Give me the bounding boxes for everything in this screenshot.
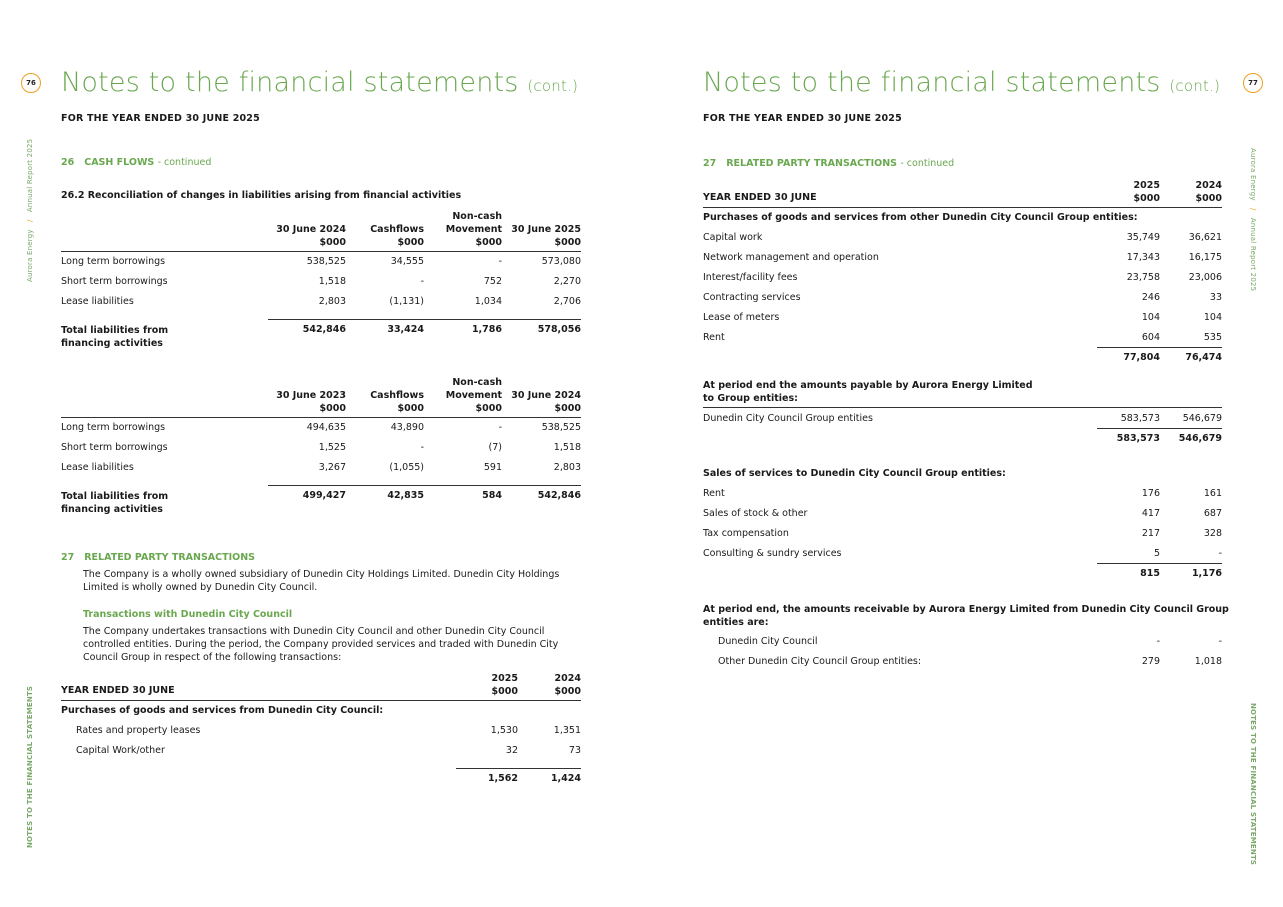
- col-header: Non-cash Movement $000: [445, 377, 502, 414]
- year-label: YEAR ENDED 30 JUNE: [61, 685, 175, 696]
- section-26-heading: 26 CASH FLOWS - continued: [61, 157, 212, 168]
- sales-label: Sales of services to Dunedin City Council Group entities:: [703, 468, 1006, 479]
- page-title-left: Notes to the financial statements (cont.): [61, 67, 579, 98]
- col-header: 2024 $000: [1195, 180, 1222, 204]
- page-subtitle-left: FOR THE YEAR ENDED 30 JUNE 2025: [61, 113, 260, 124]
- group-label: Purchases of goods and services from Dunedin City Council:: [61, 705, 384, 716]
- receivable-label: At period end, the amounts receivable by Aurora Energy Limited from Dunedin City Council Group entities are:: [703, 604, 1229, 628]
- col-header: 2024 $000: [554, 673, 581, 697]
- col-header: 2025 $000: [1133, 180, 1160, 204]
- subsection-26-2-heading: 26.2 Reconciliation of changes in liabilities arising from financial activities: [61, 190, 462, 201]
- col-header: Non-cash Movement $000: [445, 211, 502, 248]
- col-header: 30 June 2024 $000: [511, 390, 581, 414]
- purchases-label: Purchases of goods and services from other Dunedin City Council Group entities:: [703, 212, 1138, 223]
- transactions-heading: Transactions with Dunedin City Council: [83, 609, 293, 620]
- side-section-label-left: NOTES TO THE FINANCIAL STATEMENTS: [26, 685, 34, 848]
- col-header: 2025 $000: [491, 673, 518, 697]
- col-header: Cashflows $000: [370, 390, 424, 414]
- col-header: 30 June 2024 $000: [276, 224, 346, 248]
- side-running-header-left: Aurora Energy / Annual Report 2025: [26, 138, 34, 282]
- section-27-continued-heading: 27 RELATED PARTY TRANSACTIONS - continued: [703, 158, 955, 169]
- col-header: Cashflows $000: [370, 224, 424, 248]
- page-subtitle-right: FOR THE YEAR ENDED 30 JUNE 2025: [703, 113, 902, 124]
- year-label: YEAR ENDED 30 JUNE: [703, 192, 817, 203]
- payable-label: At period end the amounts payable by Aurora Energy Limited to Group entities:: [703, 380, 1033, 404]
- section-27-intro-paragraph: The Company is a wholly owned subsidiary of Dunedin City Holdings Limited. Dunedin City Holdings Limited is wholly owned by Dunedin City Council.: [83, 569, 560, 593]
- section-27-heading: 27 RELATED PARTY TRANSACTIONS: [61, 552, 256, 563]
- page-title-right: Notes to the financial statements (cont.): [703, 67, 1221, 98]
- col-header: 30 June 2025 $000: [511, 224, 581, 248]
- page-number-right: 77: [1243, 73, 1263, 93]
- page-number-left: 76: [21, 73, 41, 93]
- col-header: 30 June 2023 $000: [276, 390, 346, 414]
- side-section-label-right: NOTES TO THE FINANCIAL STATEMENTS: [1249, 703, 1257, 866]
- side-running-header-right: Aurora Energy / Annual Report 2025: [1249, 148, 1257, 292]
- transactions-paragraph: The Company undertakes transactions with Dunedin City Council and other Dunedin City Council controlled entities. During the period, the Company provided services and traded with Dunedin City Council Group in respect of the following transactions:: [83, 626, 559, 663]
